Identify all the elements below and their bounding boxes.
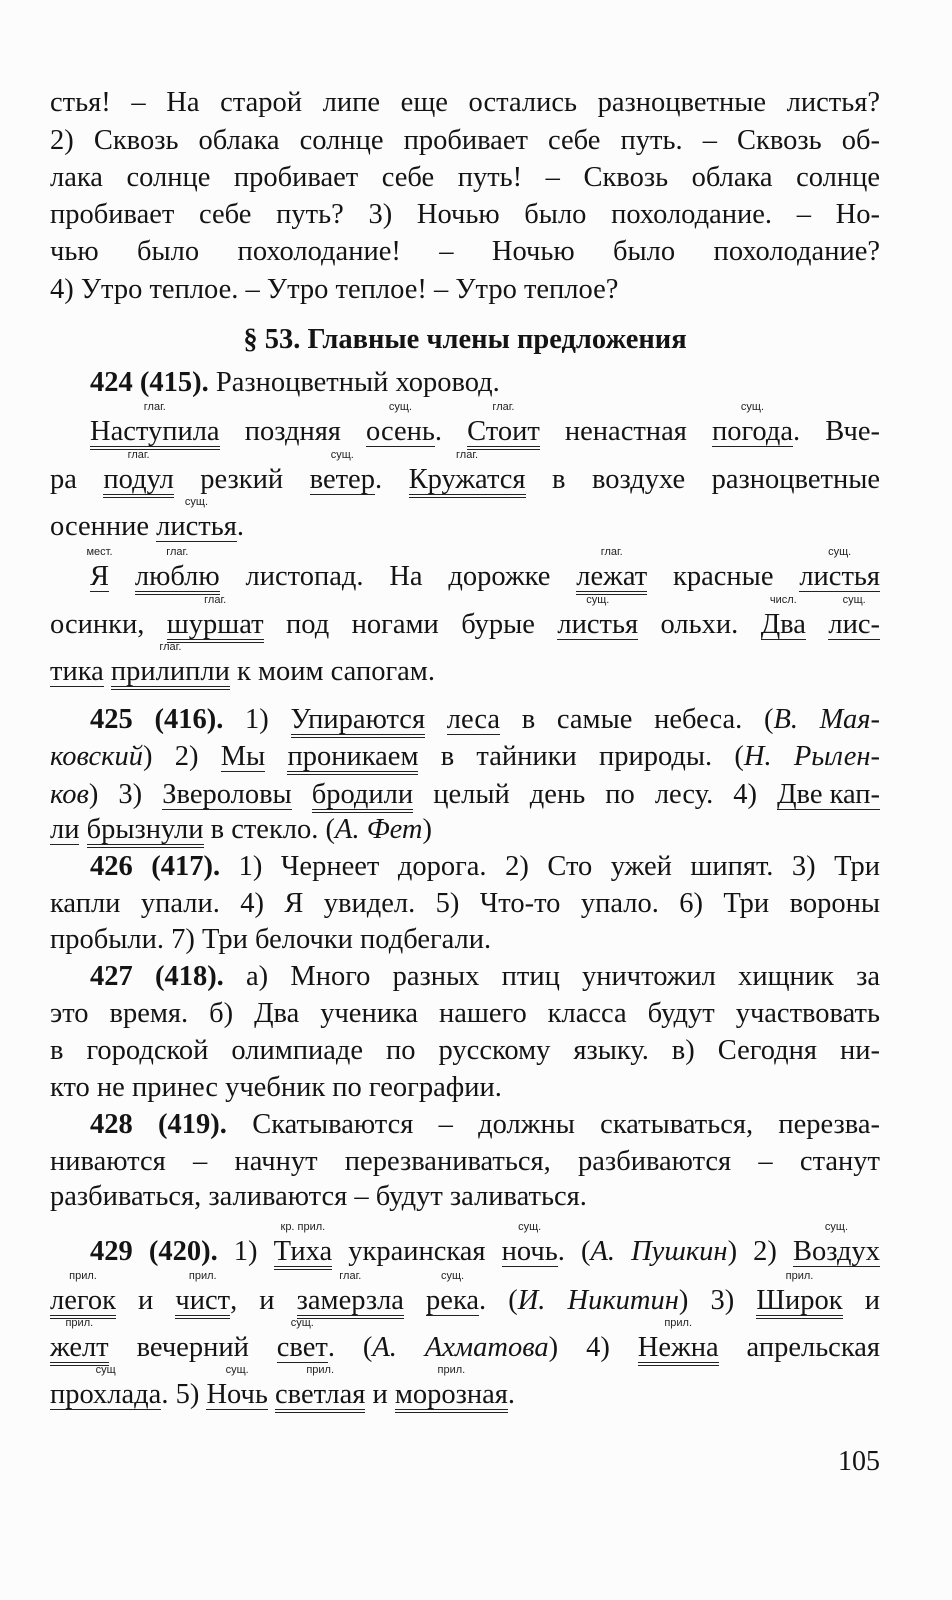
author-name <box>744 741 880 772</box>
word-text: люблю <box>134 561 220 592</box>
section-heading <box>50 323 880 357</box>
text-segment <box>265 741 287 772</box>
word-text: Стоит <box>467 416 540 447</box>
text-line <box>50 740 880 775</box>
text-line <box>50 161 880 195</box>
text-line <box>90 1108 880 1142</box>
text-segment: ) <box>422 814 432 845</box>
word-text: 426 (417). <box>90 851 221 882</box>
word-text: ков <box>50 779 89 810</box>
text-segment: ) 3) <box>678 1285 757 1316</box>
text-segment: украинская <box>332 1236 502 1267</box>
text-segment: поздняя <box>219 416 367 447</box>
part-of-speech-label: глаг. <box>456 449 479 461</box>
word-text: 429 (420). <box>90 1236 218 1267</box>
exercise-number <box>90 851 220 882</box>
text-segment: 1) <box>223 704 291 735</box>
text-segment: . <box>374 464 409 495</box>
predicate-word <box>467 401 540 450</box>
text-segment: капли упали. 4) Я увидел. 5) Что-то упало. 6) Три вороны <box>50 888 880 919</box>
text-segment <box>268 1379 275 1410</box>
text-line <box>50 778 880 813</box>
text-segment: в самые небеса. ( <box>500 704 774 735</box>
text-segment: 2) Сквозь облака солнце пробивает себе путь. – Сквозь об- <box>50 125 880 156</box>
word-text: листья <box>799 561 881 592</box>
author-name <box>773 704 880 735</box>
exercise-number <box>90 367 209 398</box>
subject-word <box>777 781 880 810</box>
word-text: Воздух <box>792 1236 880 1267</box>
text-segment <box>425 704 447 735</box>
text-line <box>90 1221 880 1270</box>
word-text: И. Никитин <box>517 1285 679 1316</box>
predicate-word <box>296 1270 404 1319</box>
part-of-speech-label: прил. <box>785 1270 814 1282</box>
word-text: река <box>426 1285 480 1316</box>
word-text: светлая <box>275 1379 366 1410</box>
word-text: Н. Рылен- <box>743 741 880 772</box>
author-name <box>372 1332 548 1363</box>
part-of-speech-label: глаг. <box>166 546 189 558</box>
exercise-number <box>90 961 224 992</box>
subject-word <box>309 449 375 495</box>
part-of-speech-label: сущ. <box>184 496 209 508</box>
subject-word <box>799 546 881 592</box>
text-line <box>50 887 880 921</box>
text-segment: . <box>434 416 468 447</box>
word-text: Наступила <box>90 416 220 447</box>
text-segment <box>806 609 828 640</box>
text-line <box>50 594 880 643</box>
text-segment: пробыли. 7) Три белочки подбегали. <box>50 924 492 955</box>
predicate-word <box>175 1270 231 1319</box>
text-segment: ольхи. <box>638 609 761 640</box>
text-line <box>50 235 880 269</box>
word-text: ветер <box>309 464 375 495</box>
text-segment: , и <box>230 1285 297 1316</box>
word-text: 427 (418). <box>90 961 224 992</box>
part-of-speech-label: глаг. <box>339 1270 362 1282</box>
text-segment: ) 2) <box>727 1236 793 1267</box>
predicate-word <box>408 449 526 498</box>
text-segment: резкий <box>173 464 310 495</box>
part-of-speech-label: сущ. <box>440 1270 465 1282</box>
text-segment: Скатываются – должны скатываться, перезва- <box>226 1109 881 1140</box>
text-line <box>50 997 880 1031</box>
word-text: чист <box>175 1285 231 1316</box>
author-name <box>518 1285 679 1316</box>
text-segment <box>404 1285 426 1316</box>
word-text: ночь <box>501 1236 558 1267</box>
text-line <box>50 1180 880 1214</box>
word-text: Мы <box>220 741 266 772</box>
text-segment: разбиваться, заливаются – будут заливаться. <box>50 1181 587 1212</box>
part-of-speech-label: сущ. <box>225 1364 249 1376</box>
text-segment: и <box>365 1379 395 1410</box>
text-segment: ) 3) <box>88 779 163 810</box>
word-text: А. Ахматова <box>372 1332 549 1363</box>
author-name <box>335 814 422 845</box>
text-segment <box>109 561 135 592</box>
exercise-number <box>90 1109 227 1140</box>
word-text: тика <box>50 656 104 687</box>
text-segment <box>79 814 86 845</box>
word-text: осень <box>366 416 435 447</box>
word-text: Кружатся <box>408 464 526 495</box>
text-segment: ниваются – начнут перезваниваться, разбиваются – станут <box>50 1146 880 1177</box>
text-line <box>50 1071 880 1105</box>
part-of-speech-label: глаг. <box>600 546 623 558</box>
predicate-word <box>291 706 426 738</box>
part-of-speech-label: мест. <box>86 546 113 558</box>
word-text: Упираются <box>290 704 426 735</box>
text-segment: лака солнце пробивает себе путь! – Сквозь облака солнце <box>50 162 880 193</box>
predicate-word <box>166 594 264 643</box>
word-text: 428 (419). <box>90 1109 227 1140</box>
word-text: лис- <box>828 609 880 640</box>
word-text: прохлада <box>50 1379 162 1410</box>
text-segment: и <box>842 1285 880 1316</box>
part-of-speech-label: прил. <box>306 1364 335 1376</box>
text-segment: ненастная <box>539 416 712 447</box>
text-line <box>50 273 880 307</box>
part-of-speech-label: сущ. <box>828 546 852 558</box>
subject-word <box>50 816 79 845</box>
text-segment: апрельская <box>718 1332 881 1363</box>
part-of-speech-label: прил. <box>188 1270 217 1282</box>
part-of-speech-label: сущ. <box>290 1317 314 1329</box>
text-segment: красные <box>647 561 800 592</box>
text-segment: ра <box>50 464 104 495</box>
subject-word <box>162 781 291 810</box>
part-of-speech-label: сущ. <box>842 594 866 606</box>
word-text: Я <box>90 561 110 592</box>
word-text: листья <box>557 609 639 640</box>
word-text: морозная <box>394 1379 508 1410</box>
word-text: легок <box>50 1285 116 1316</box>
text-line <box>50 1364 880 1413</box>
text-segment: осинки, <box>50 609 167 640</box>
subject-word <box>760 594 806 640</box>
text-line <box>50 496 880 544</box>
text-segment: в городской олимпиаде по русскому языку. в) Сегодня ни- <box>50 1035 880 1066</box>
text-line <box>50 198 880 232</box>
text-line <box>50 813 880 848</box>
text-segment: осенние <box>50 511 157 542</box>
subject-word <box>50 1364 162 1410</box>
word-text: А. Фет <box>335 814 423 845</box>
word-text: Тиха <box>273 1236 333 1267</box>
page-number: 105 <box>838 1446 880 1477</box>
part-of-speech-label: глаг. <box>492 401 515 413</box>
part-of-speech-label: сущ <box>95 1364 116 1376</box>
text-segment: к моим сапогам. <box>229 656 435 687</box>
predicate-word <box>50 1270 116 1319</box>
text-segment: 1) Чернеет дорога. 2) Сто ужей шипят. 3) Три <box>220 851 880 882</box>
text-segment: . ( <box>327 1332 373 1363</box>
word-text: ли <box>50 814 80 845</box>
predicate-word <box>756 1270 843 1319</box>
part-of-speech-label: глаг. <box>127 449 150 461</box>
word-text: 425 (416). <box>90 704 224 735</box>
part-of-speech-label: сущ. <box>330 449 354 461</box>
subject-word <box>828 594 880 640</box>
text-line <box>86 546 881 595</box>
word-text: бродили <box>311 779 414 810</box>
word-text: шуршат <box>166 609 264 640</box>
text-segment: в стекло. ( <box>203 814 336 845</box>
text-segment: . <box>507 1379 516 1410</box>
subject-word <box>50 658 104 687</box>
word-text: леса <box>446 704 501 735</box>
text-segment: стья! – На старой липе еще остались разноцветные листья? <box>50 87 880 118</box>
subject-word <box>711 401 793 447</box>
text-line <box>50 641 880 690</box>
subject-word <box>156 496 237 542</box>
predicate-word <box>87 816 204 848</box>
text-segment: 4) Утро теплое. – Утро теплое! – Утро теплое? <box>50 274 619 305</box>
text-segment: целый день по лесу. 4) <box>413 779 778 810</box>
word-text: ковский <box>50 741 143 772</box>
word-text: замерзла <box>296 1285 404 1316</box>
word-text: лежат <box>576 561 648 592</box>
text-line <box>50 124 880 158</box>
part-of-speech-label: сущ. <box>740 401 765 413</box>
word-text: прилипли <box>110 656 230 687</box>
subject-word <box>426 1270 480 1316</box>
subject-word <box>447 706 500 735</box>
text-segment: . Вче- <box>793 416 881 447</box>
text-segment: § 53. Главные члены предложения <box>243 324 687 355</box>
predicate-word <box>50 1317 109 1366</box>
part-of-speech-label: прил. <box>664 1317 693 1329</box>
text-segment: ) 2) <box>142 741 221 772</box>
text-segment: это время. б) Два ученика нашего класса будут участвовать <box>50 998 880 1029</box>
text-line <box>50 923 880 957</box>
word-text: 424 (415). <box>90 367 209 398</box>
text-segment: под ногами бурые <box>263 609 558 640</box>
text-segment: вечерний <box>108 1332 277 1363</box>
exercise-number <box>90 704 223 735</box>
word-text: Две кап- <box>777 779 881 810</box>
word-text: свет <box>276 1332 328 1363</box>
part-of-speech-label: глаг. <box>143 401 166 413</box>
text-segment: листопад. На дорожке <box>219 561 577 592</box>
part-of-speech-label: сущ. <box>586 594 610 606</box>
part-of-speech-label: глаг. <box>204 594 227 606</box>
text-segment: кто не принес учебник по географии. <box>50 1072 502 1103</box>
word-text: проникаем <box>287 741 419 772</box>
text-segment: ) 4) <box>548 1332 638 1363</box>
word-text: Нежна <box>637 1332 719 1363</box>
exercise-number <box>90 1236 218 1267</box>
text-segment: и <box>115 1285 176 1316</box>
part-of-speech-label: числ. <box>769 594 797 606</box>
author-name <box>590 1236 727 1267</box>
predicate-word <box>576 546 648 595</box>
text-segment: в воздухе разноцветные <box>525 464 881 495</box>
text-segment: . ( <box>479 1285 518 1316</box>
text-segment: . ( <box>557 1236 591 1267</box>
text-segment: пробивает себе путь? 3) Ночью было похолодание. – Но- <box>50 199 880 230</box>
text-line <box>50 86 880 120</box>
text-segment: . <box>236 511 244 542</box>
predicate-word <box>637 1317 719 1366</box>
text-line <box>50 1034 880 1068</box>
part-of-speech-label: прил. <box>437 1364 466 1376</box>
word-text: погода <box>711 416 793 447</box>
word-text: В. Мая- <box>773 704 881 735</box>
word-text: Ночь <box>206 1379 268 1410</box>
predicate-word <box>273 1221 333 1270</box>
text-line <box>90 960 880 994</box>
part-of-speech-label: прил. <box>65 1317 94 1329</box>
subject-word <box>221 743 266 772</box>
word-text: желт <box>50 1332 109 1363</box>
text-line <box>90 703 880 738</box>
text-segment <box>292 779 312 810</box>
predicate-word <box>134 546 220 595</box>
word-text: листья <box>156 511 237 542</box>
part-of-speech-label: прил. <box>69 1270 97 1282</box>
subject-word <box>501 1221 558 1267</box>
text-line <box>50 1317 881 1366</box>
word-text: Широк <box>756 1285 843 1316</box>
predicate-word <box>394 1364 508 1413</box>
word-text: подул <box>103 464 174 495</box>
predicate-word <box>103 449 174 498</box>
word-text: Звероловы <box>162 779 292 810</box>
text-line <box>90 850 880 884</box>
part-of-speech-label: сущ. <box>388 401 413 413</box>
word-text: Два <box>760 609 806 640</box>
text-segment: 1) <box>217 1236 274 1267</box>
subject-word <box>86 546 113 592</box>
predicate-word <box>110 641 230 690</box>
text-line <box>90 401 881 450</box>
text-line <box>50 1270 880 1319</box>
author-name <box>50 779 89 810</box>
subject-word <box>366 401 435 447</box>
author-name <box>50 741 143 772</box>
subject-word <box>792 1221 880 1267</box>
text-segment: . 5) <box>161 1379 207 1410</box>
predicate-word <box>275 1364 366 1413</box>
part-of-speech-label: глаг. <box>159 641 182 653</box>
predicate-word <box>287 743 418 775</box>
subject-word <box>276 1317 328 1363</box>
subject-word <box>206 1364 268 1410</box>
part-of-speech-label: кр. прил. <box>280 1221 326 1233</box>
predicate-word <box>312 781 413 813</box>
text-segment: в тайники природы. ( <box>418 741 744 772</box>
text-segment: чью было похолодание! – Ночью было похолодание? <box>50 236 880 267</box>
word-text: брызнули <box>86 814 204 845</box>
text-segment: Разноцветный хоровод. <box>208 367 500 398</box>
text-segment <box>104 656 111 687</box>
part-of-speech-label: сущ. <box>824 1221 849 1233</box>
predicate-word <box>90 401 220 450</box>
text-line <box>50 1145 880 1179</box>
word-text: А. Пушкин <box>590 1236 728 1267</box>
subject-word <box>557 594 639 640</box>
text-line <box>50 449 881 498</box>
text-segment: а) Много разных птиц уничтожил хищник за <box>223 961 881 992</box>
part-of-speech-label: сущ. <box>518 1221 542 1233</box>
text-line <box>90 366 880 400</box>
